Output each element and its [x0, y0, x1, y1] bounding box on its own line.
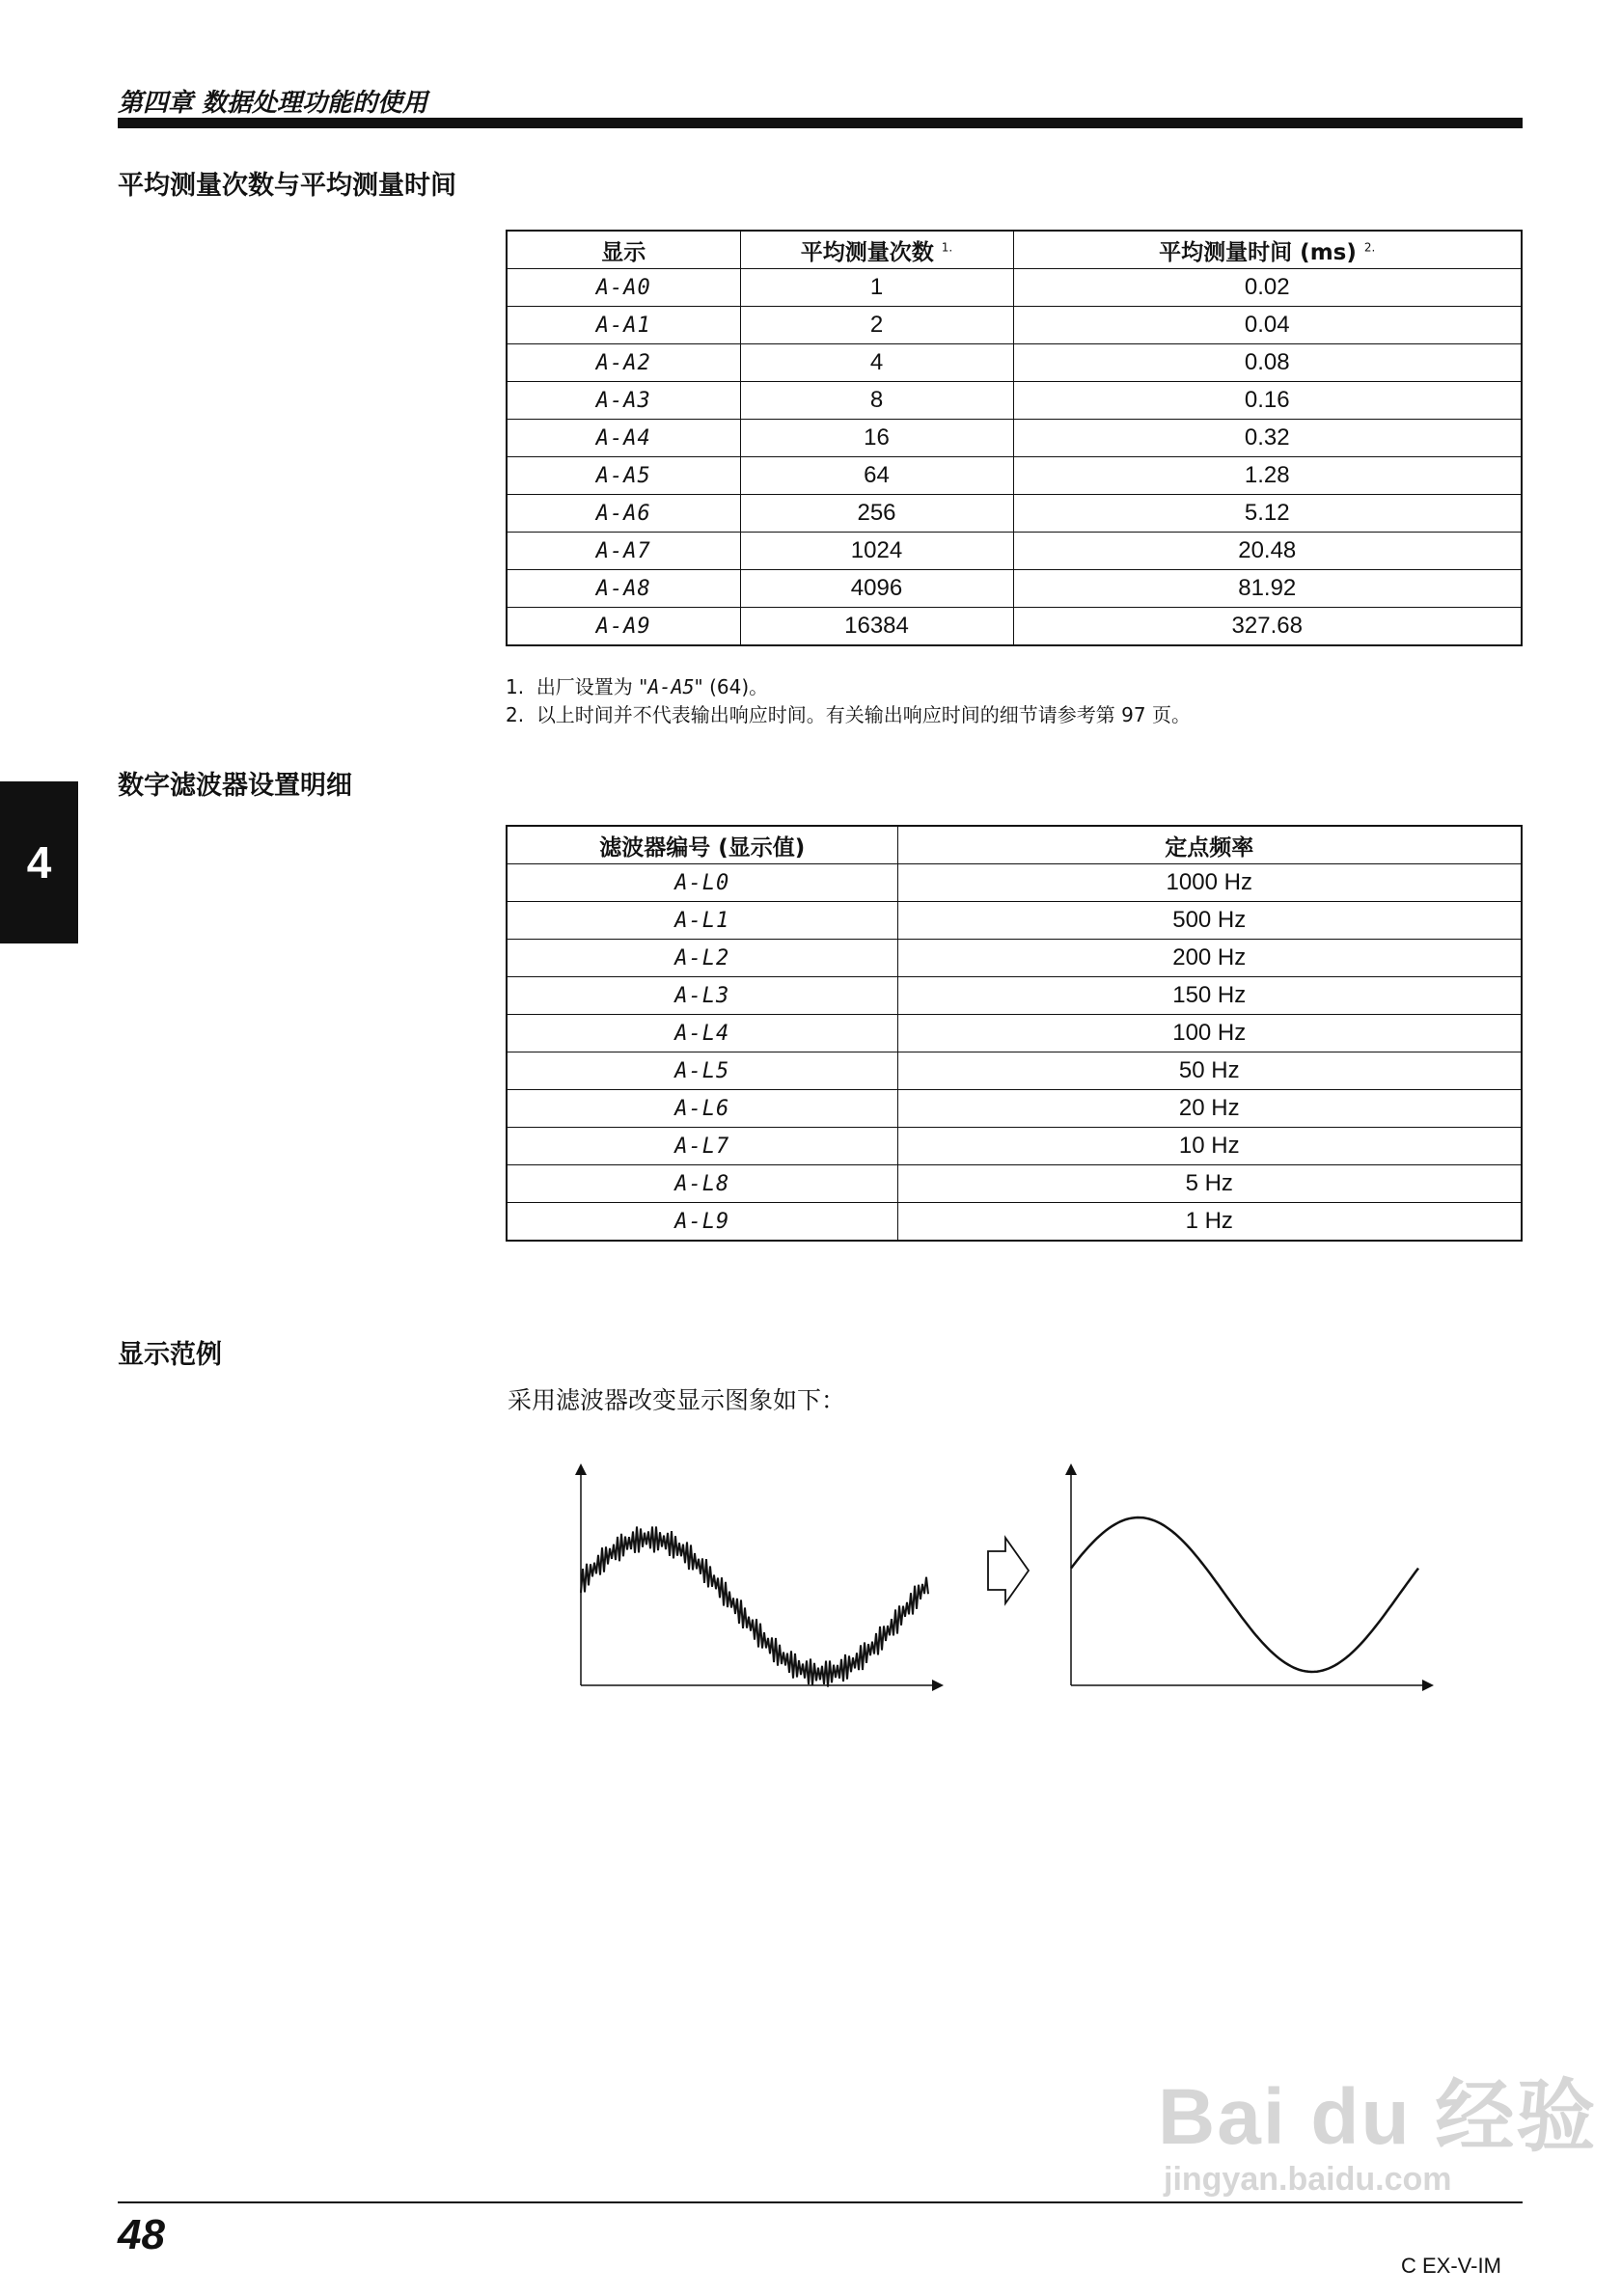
header-rule: [118, 118, 1523, 128]
table-cell: A-L1: [507, 902, 897, 940]
table-cell: 0.08: [1013, 344, 1522, 382]
table-cell: A-L6: [507, 1090, 897, 1128]
noisy-signal-graph: [569, 1462, 946, 1693]
section-title-filter: 数字滤波器设置明细: [118, 771, 352, 801]
table-row: [507, 940, 1522, 977]
table-cell: A-L5: [507, 1052, 897, 1090]
table-cell: A-A0: [507, 269, 740, 307]
table-row: [507, 307, 1522, 344]
table-row: [507, 570, 1522, 608]
table-cell: 0.02: [1013, 269, 1522, 307]
table-cell: 256: [740, 495, 1013, 533]
table-cell: 0.32: [1013, 420, 1522, 457]
table-row: [507, 495, 1522, 533]
table-header-row: [507, 826, 1522, 864]
column-header-display: 显示: [507, 231, 740, 269]
table-row: [507, 977, 1522, 1015]
table-cell: A-L3: [507, 977, 897, 1015]
table-cell: 200 Hz: [897, 940, 1522, 977]
table-cell: A-A9: [507, 608, 740, 646]
table-cell: 10 Hz: [897, 1128, 1522, 1165]
table-row: [507, 533, 1522, 570]
table-cell: 8: [740, 382, 1013, 420]
table-row: [507, 864, 1522, 902]
table-cell: 5 Hz: [897, 1165, 1522, 1203]
table-cell: 16: [740, 420, 1013, 457]
table-row: [507, 1128, 1522, 1165]
table-cell: A-A4: [507, 420, 740, 457]
table-cell: A-A1: [507, 307, 740, 344]
table-cell: 2: [740, 307, 1013, 344]
footer-rule: [118, 2201, 1523, 2203]
table-cell: 20 Hz: [897, 1090, 1522, 1128]
column-header-filter-number: 滤波器编号 (显示值): [507, 826, 897, 864]
table-row: [507, 1165, 1522, 1203]
table-cell: 1: [740, 269, 1013, 307]
table-cell: 150 Hz: [897, 977, 1522, 1015]
table-cell: 1024: [740, 533, 1013, 570]
table-cell: 64: [740, 457, 1013, 495]
chapter-side-tab: 4: [0, 781, 78, 943]
table-cell: 1 Hz: [897, 1203, 1522, 1242]
column-header-time: 平均测量时间 (ms) $^{2.}$: [1013, 231, 1522, 269]
table-row: [507, 1015, 1522, 1052]
table-cell: 5.12: [1013, 495, 1522, 533]
section-title-example: 显示范例: [118, 1340, 222, 1370]
table-cell: A-L7: [507, 1128, 897, 1165]
table-row: [507, 382, 1522, 420]
table-cell: 0.04: [1013, 307, 1522, 344]
table-cell: 4: [740, 344, 1013, 382]
table-cell: 50 Hz: [897, 1052, 1522, 1090]
averaging-table: [506, 230, 1523, 646]
table-cell: 0.16: [1013, 382, 1522, 420]
table-row: [507, 608, 1522, 646]
table-row: [507, 1052, 1522, 1090]
table-cell: A-A7: [507, 533, 740, 570]
table-row: [507, 1090, 1522, 1128]
table-cell: A-A8: [507, 570, 740, 608]
table-row: [507, 420, 1522, 457]
smooth-waveform: [1071, 1517, 1418, 1672]
table-cell: A-A6: [507, 495, 740, 533]
table-cell: 20.48: [1013, 533, 1522, 570]
footnotes: [506, 673, 1191, 729]
table-cell: A-L0: [507, 864, 897, 902]
table-cell: A-L4: [507, 1015, 897, 1052]
filtered-signal-graph: [1059, 1462, 1436, 1693]
table-cell: A-A3: [507, 382, 740, 420]
table-cell: 500 Hz: [897, 902, 1522, 940]
baidu-watermark: [1158, 2074, 1597, 2199]
table-row: [507, 1203, 1522, 1242]
table-cell: 81.92: [1013, 570, 1522, 608]
table-row: [507, 344, 1522, 382]
filter-table: [506, 825, 1523, 1242]
table-row: [507, 902, 1522, 940]
watermark-url: jingyan.baidu.com: [1164, 2161, 1452, 2198]
table-cell: 1000 Hz: [897, 864, 1522, 902]
footnote-2: 2. 以上时间并不代表输出响应时间。有关输出响应时间的细节请参考第 97 页。: [506, 703, 1191, 726]
chapter-header: 第四章 数据处理功能的使用: [118, 89, 428, 118]
table-cell: 1.28: [1013, 457, 1522, 495]
column-header-count: 平均测量次数 $^{1.}$: [740, 231, 1013, 269]
footnote-1: 1. 出厂设置为 "A-A5" (64)。: [506, 675, 769, 698]
page-number: 48: [118, 2211, 165, 2258]
transform-arrow-icon: [984, 1534, 1042, 1611]
table-cell: A-L9: [507, 1203, 897, 1242]
table-cell: 100 Hz: [897, 1015, 1522, 1052]
table-cell: A-L2: [507, 940, 897, 977]
table-cell: 16384: [740, 608, 1013, 646]
table-cell: A-A2: [507, 344, 740, 382]
table-row: [507, 457, 1522, 495]
table-cell: A-L8: [507, 1165, 897, 1203]
noisy-waveform: [581, 1526, 928, 1686]
table-cell: A-A5: [507, 457, 740, 495]
column-header-frequency: 定点频率: [897, 826, 1522, 864]
watermark-logo: Bai du 经验: [1158, 2073, 1598, 2161]
section-title-averaging: 平均测量次数与平均测量时间: [118, 171, 456, 201]
document-code: C EX-V-IM: [1401, 2254, 1501, 2278]
table-header-row: [507, 231, 1522, 269]
example-caption: 采用滤波器改变显示图象如下：: [508, 1386, 846, 1414]
table-row: [507, 269, 1522, 307]
table-cell: 4096: [740, 570, 1013, 608]
table-cell: 327.68: [1013, 608, 1522, 646]
